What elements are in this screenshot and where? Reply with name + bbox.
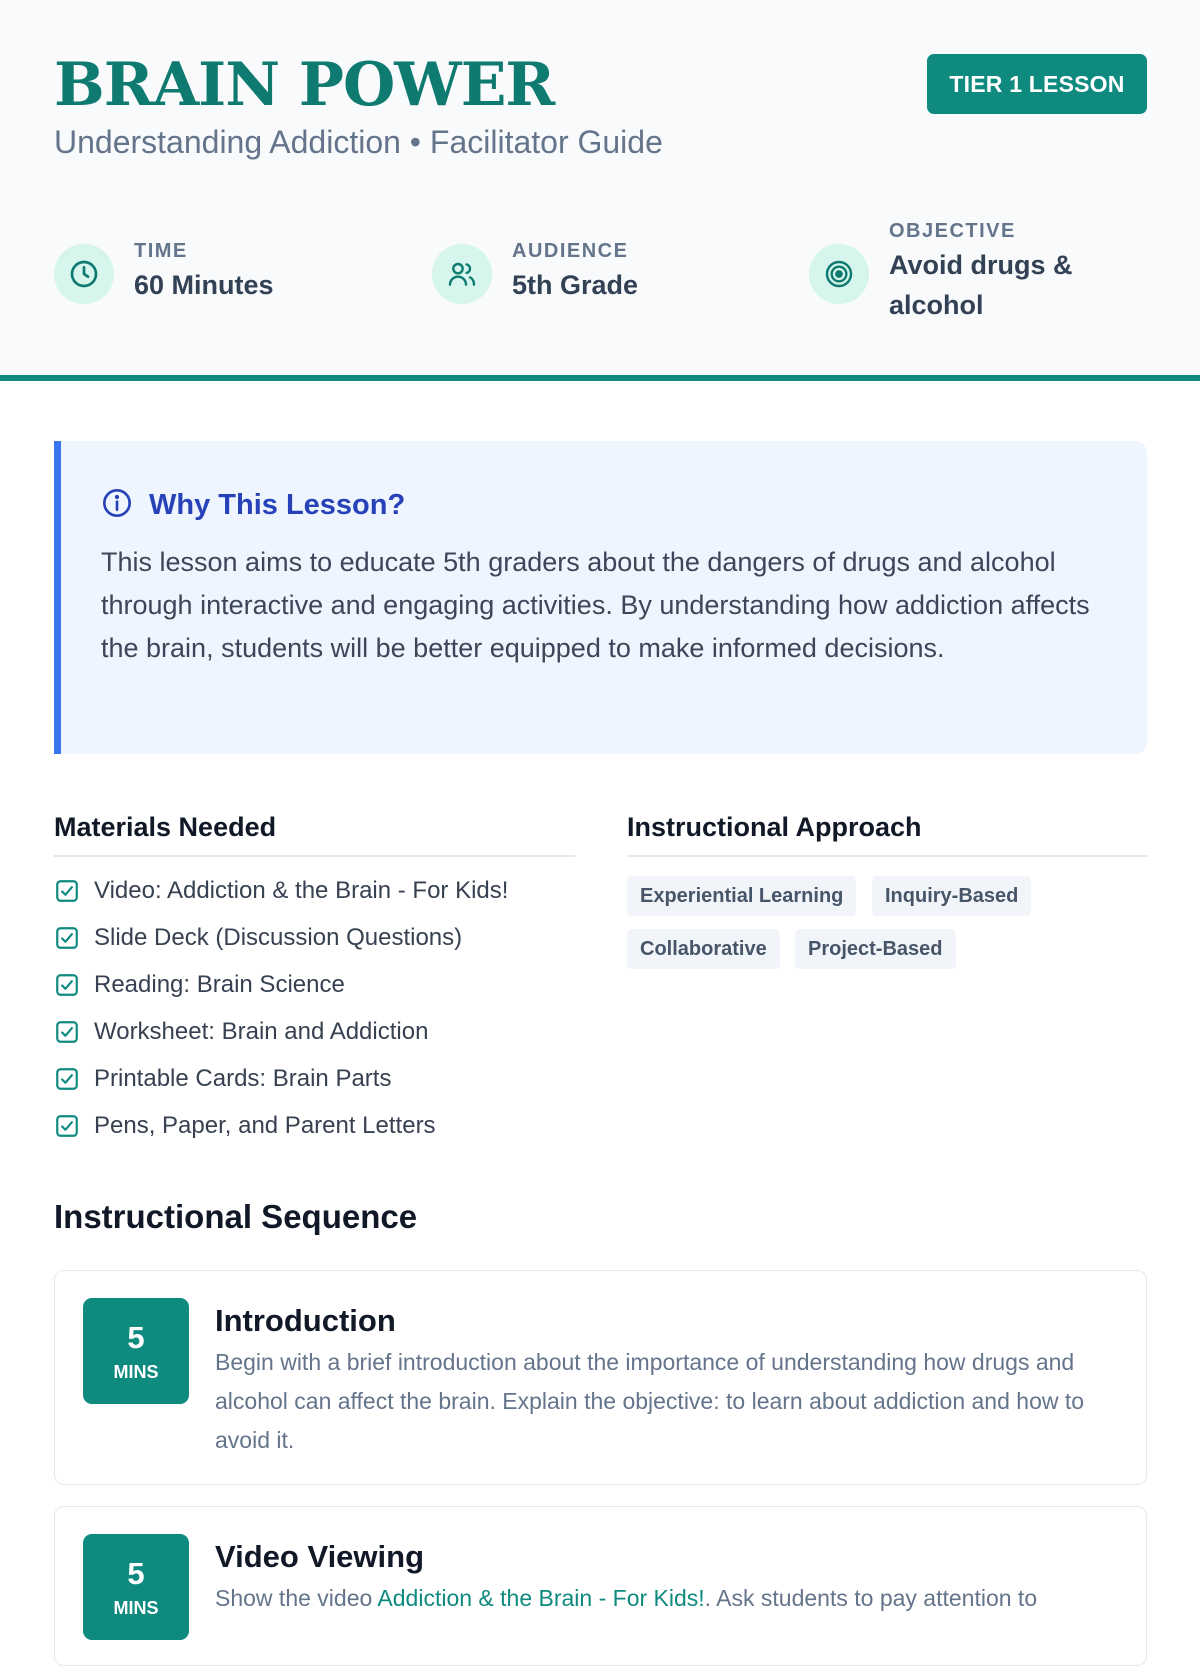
meta-objective-value-line1: Avoid drugs & [889, 250, 1073, 280]
step-title: Introduction [215, 1303, 396, 1338]
material-item [54, 924, 462, 952]
checkbox-checked-icon [54, 1113, 94, 1139]
material-label: Reading: Brain Science [94, 971, 345, 998]
step-card-video [54, 1506, 1147, 1666]
checkbox-checked-icon [54, 972, 94, 998]
material-item [54, 971, 345, 999]
step-unit: MINS [113, 1362, 159, 1382]
video-link[interactable]: Addiction & the Brain - For Kids! [377, 1585, 705, 1611]
callout-title: Why This Lesson? [149, 489, 406, 521]
info-icon [101, 487, 133, 524]
approach-tag: Project-Based [795, 929, 956, 969]
meta-audience-value: 5th Grade [512, 270, 639, 300]
material-item [54, 1112, 436, 1140]
material-label: Printable Cards: Brain Parts [94, 1065, 392, 1092]
step-unit: MINS [113, 1598, 159, 1618]
step-title: Video Viewing [215, 1539, 425, 1574]
meta-time [54, 240, 274, 305]
checkbox-checked-icon [54, 925, 94, 951]
material-label: Pens, Paper, and Parent Letters [94, 1112, 436, 1139]
step-duration-badge [83, 1534, 189, 1640]
step-desc-prefix: Show the video [215, 1585, 378, 1611]
step-description [215, 1579, 1115, 1618]
users-icon [432, 244, 492, 304]
lesson-title: BRAIN POWER [54, 50, 555, 120]
material-item [54, 1018, 428, 1046]
step-minutes: 5 [127, 1556, 145, 1591]
step-duration-badge [83, 1298, 189, 1404]
approach-tag: Experiential Learning [627, 876, 856, 916]
meta-objective-label: OBJECTIVE [889, 220, 1016, 242]
material-label: Slide Deck (Discussion Questions) [94, 924, 463, 951]
material-label: Worksheet: Brain and Addiction [94, 1018, 429, 1045]
step-minutes: 5 [127, 1320, 145, 1355]
lesson-header [0, 0, 1200, 381]
meta-time-label: TIME [134, 240, 188, 262]
checkbox-checked-icon [54, 1019, 94, 1045]
step-description: Begin with a brief introduction about the importance of understanding how drugs and alcohol can affect the brain. Explain the objective: to learn about addiction and how to avoid it. [215, 1349, 1085, 1453]
material-label: Video: Addiction & the Brain - For Kids! [94, 877, 509, 904]
material-item [54, 877, 508, 905]
step-card-introduction [54, 1270, 1147, 1485]
meta-audience [432, 240, 639, 305]
why-lesson-callout [54, 441, 1147, 754]
checkbox-checked-icon [54, 878, 94, 904]
approach-heading: Instructional Approach [627, 812, 1147, 857]
meta-objective-value-line2: alcohol [889, 290, 984, 320]
sequence-heading: Instructional Sequence [54, 1198, 418, 1235]
clock-icon [54, 244, 114, 304]
lesson-subtitle: Understanding Addiction • Facilitator Guide [54, 124, 663, 160]
callout-body: This lesson aims to educate 5th graders about the dangers of drugs and alcohol through interactive and engaging activities. By understanding how addiction affects the brain, students will be better equipped to make informed decisions. [101, 547, 1090, 663]
materials-heading: Materials Needed [54, 812, 575, 857]
meta-audience-label: AUDIENCE [512, 240, 629, 262]
meta-objective [809, 220, 1073, 325]
meta-time-value: 60 Minutes [134, 270, 274, 300]
target-icon [809, 244, 869, 304]
tier-badge[interactable]: TIER 1 LESSON [927, 54, 1147, 114]
checkbox-checked-icon [54, 1066, 94, 1092]
approach-tag: Collaborative [627, 929, 780, 969]
material-item [54, 1065, 391, 1093]
approach-tag: Inquiry-Based [872, 876, 1031, 916]
step-desc-suffix: . Ask students to pay attention to [704, 1585, 1038, 1611]
